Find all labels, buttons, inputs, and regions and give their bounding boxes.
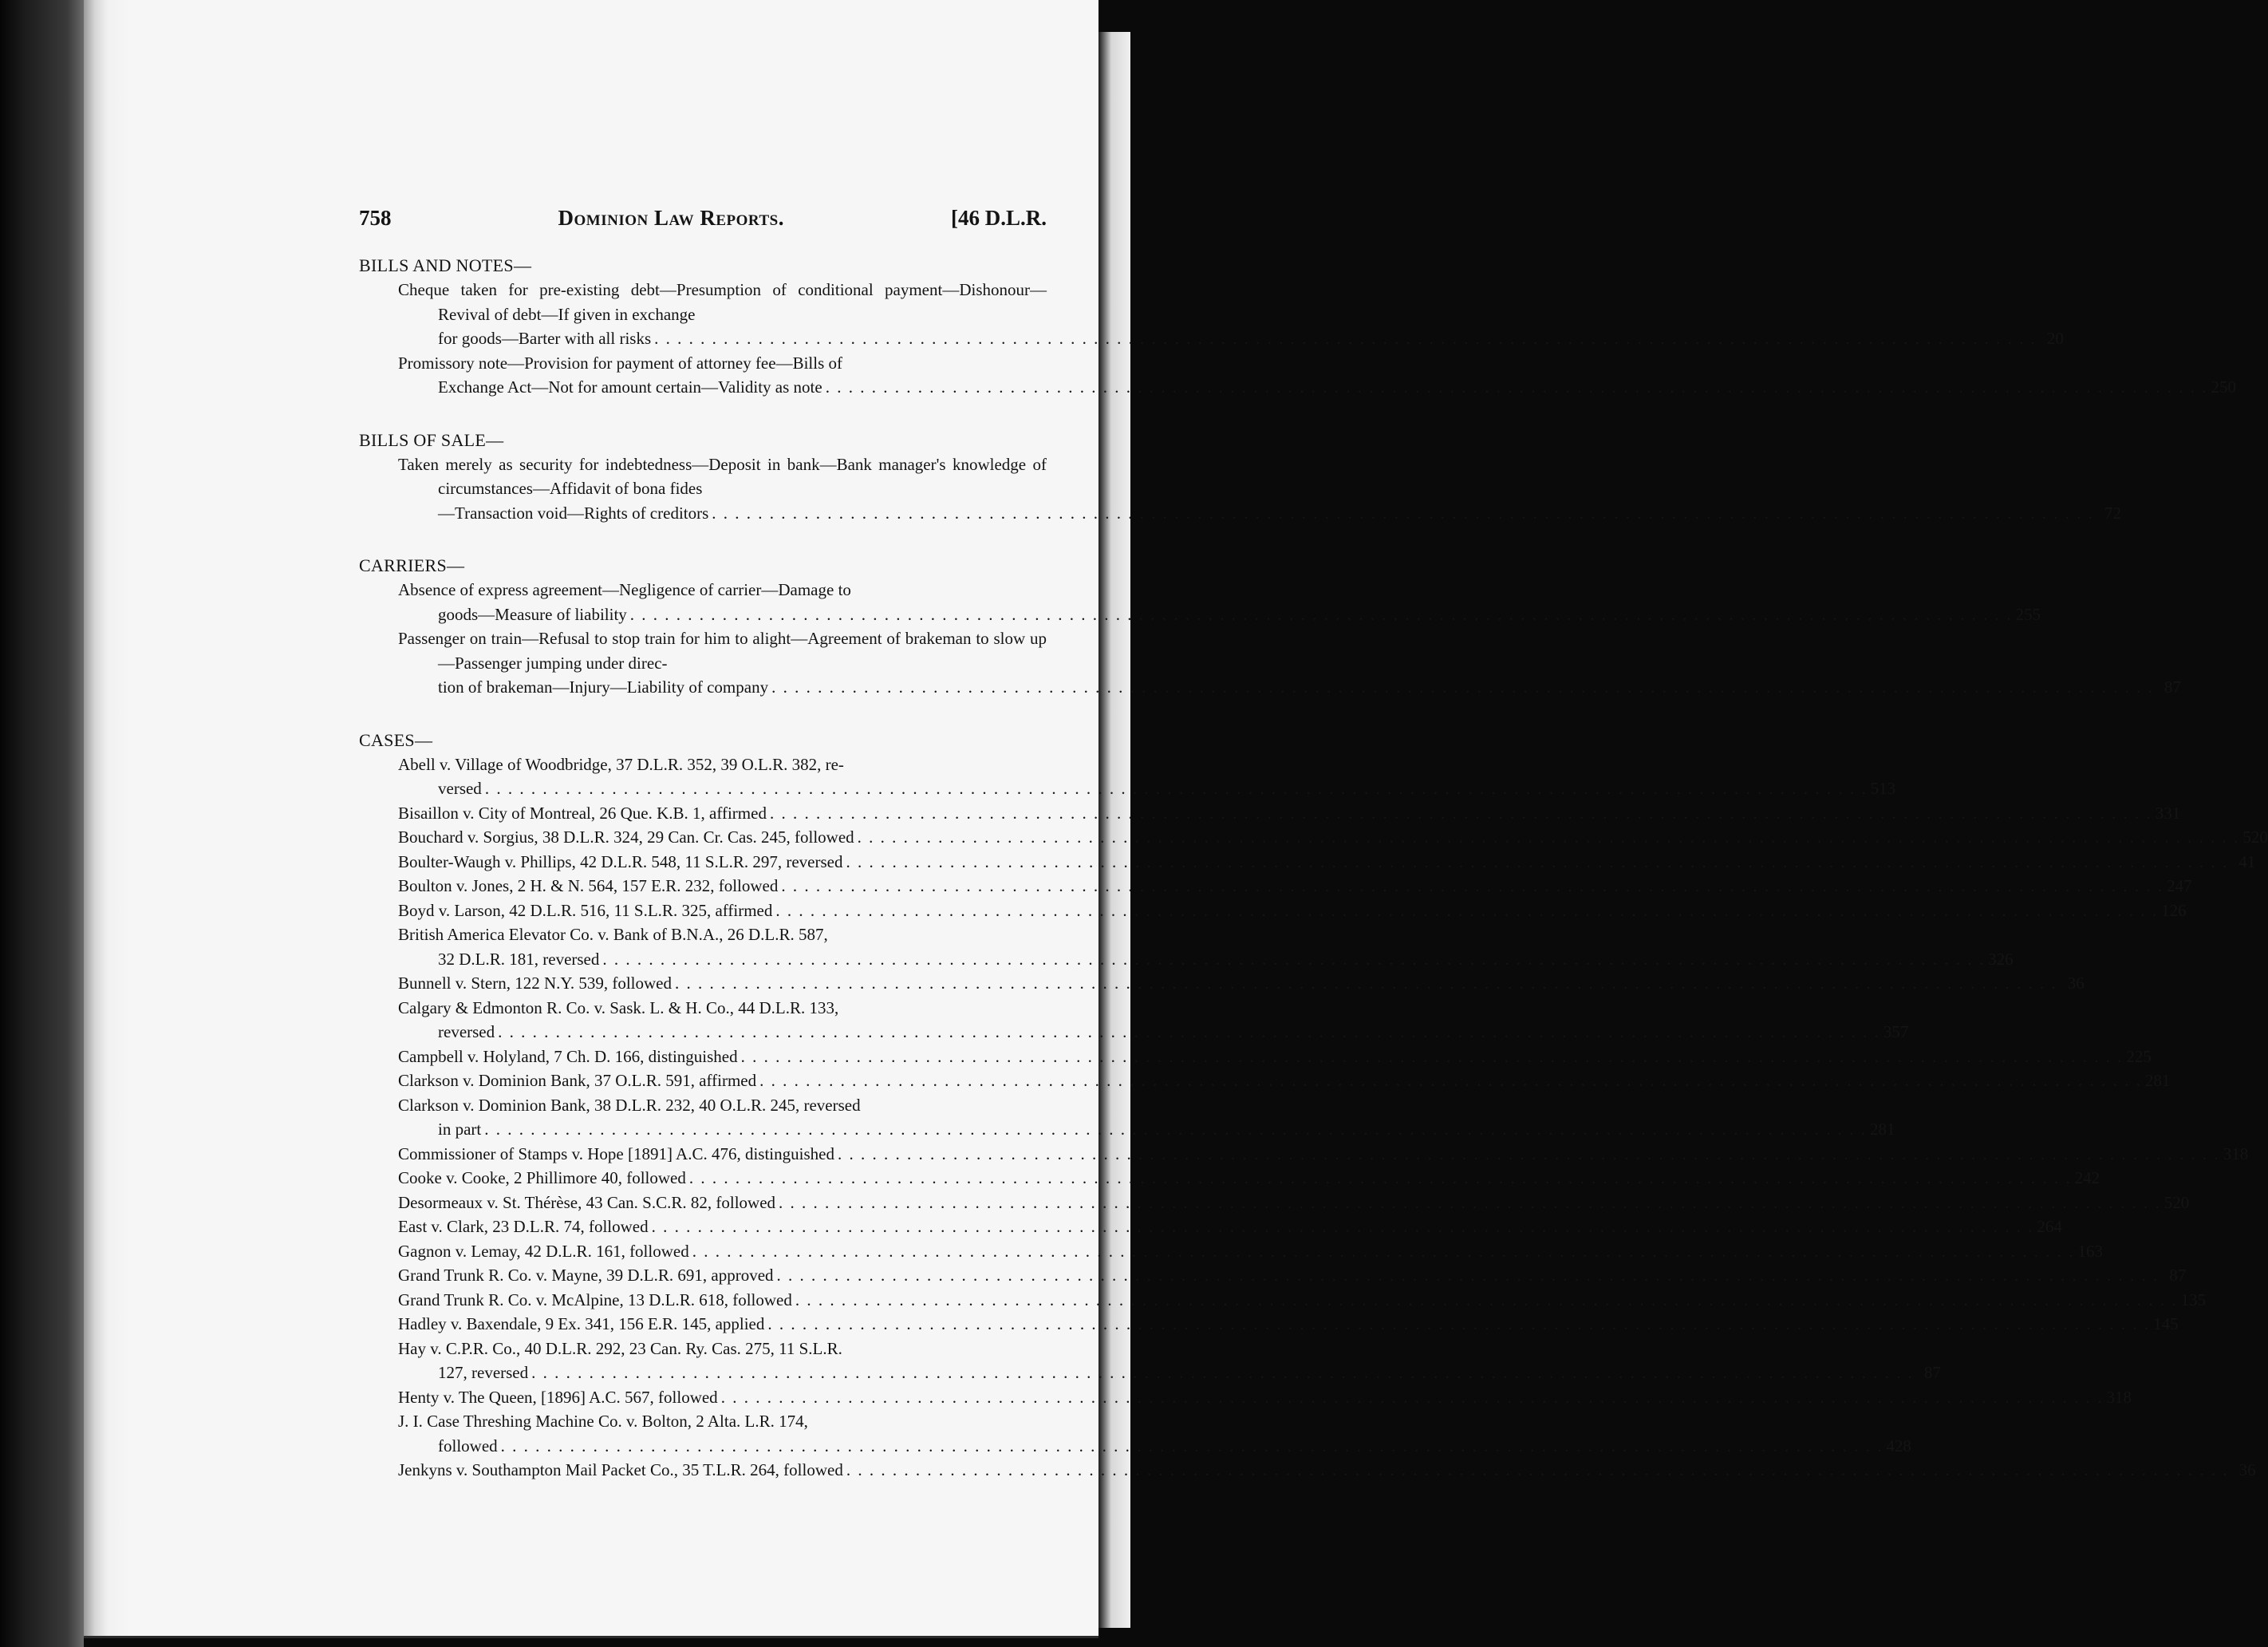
dot-leader: . . . . . . . . . . . . . . . . . . . . . . . . . . . . . . . . . . . . . . . . . . . . . . . . . . . . . . . . . . . . . . . . . . . . . . . . . . . . . . . . . . . . . . . . . . . . . . . . . . . . . . . . . . . . . . . . . . . . . . . . [825,377,2208,397]
entry-text: Bouchard v. Sorgius, 38 D.L.R. 324, 29 Can. Cr. Cas. 245, followed [398,827,854,847]
section-heading: BILLS OF SALE— [359,429,504,450]
entry-text: Boulton v. Jones, 2 H. & N. 564, 157 E.R. 232, followed [398,876,779,895]
entry-page: 135 [2180,1290,2207,1309]
index-entry [359,278,2064,351]
entry-tail-text: versed [438,779,482,798]
entry-text: Clarkson v. Dominion Bank, 37 O.L.R. 591, affirmed [398,1071,757,1090]
entry-tail-text: tion of brakeman—Injury—Liability of company [438,677,769,697]
entry-text: British America Elevator Co. v. Bank of B.N.A., 26 D.L.R. 587, [398,925,828,944]
index-entry [359,922,2014,971]
index-entry [359,1142,2249,1167]
entry-text: Abell v. Village of Woodbridge, 37 D.L.R. 352, 39 O.L.R. 382, re- [398,754,844,774]
entry-page: 281 [2144,1071,2171,1090]
entry-text: Boulter-Waugh v. Phillips, 42 D.L.R. 548, 11 S.L.R. 297, reversed [398,851,843,871]
entry-text: Bunnell v. Stern, 122 N.Y. 539, followed [398,974,672,993]
index-section [359,429,2122,526]
index-entry [359,1263,2187,1288]
running-header [359,206,1047,238]
entry-continuation [438,1361,1941,1385]
index-entry [359,899,2187,923]
dot-leader: . . . . . . . . . . . . . . . . . . . . . . . . . . . . . . . . . . . . . . . . . . . . . . . . . . . . . . . . . . . . . . . . . . . . . . . . . . . . . . . . . . . . . . . . . . . . . . . . . . . . . . . . . . . . . . . . . . . . . . . . [779,1192,2161,1212]
entry-tail-text: —Transaction void—Rights of creditors [438,503,709,523]
entry-page: 145 [2153,1314,2179,1333]
entry-text: Boyd v. Larson, 42 D.L.R. 516, 11 S.L.R. 325, affirmed [398,900,773,920]
index-entry [359,874,2192,899]
entry-page: 250 [2211,377,2236,397]
entry-page: 20 [2046,329,2064,348]
dot-leader: . . . . . . . . . . . . . . . . . . . . . . . . . . . . . . . . . . . . . . . . . . . . . . . . . . . . . . . . . . . . . . . . . . . . . . . . . . . . . . . . . . . . . . . . . . . . . . . . . . . . . . . . . . . . . . . . . . . . . . . . [776,1266,2160,1285]
dot-leader: . . . . . . . . . . . . . . . . . . . . . . . . . . . . . . . . . . . . . . . . . . . . . . . . . . . . . . . . . . . . . . . . . . . . . . . . . . . . . . . . . . . . . . . . . . . . . . . . . . . . . . . . . . . . . . . . . . . . . . . . [857,827,2240,847]
dot-leader: . . . . . . . . . . . . . . . . . . . . . . . . . . . . . . . . . . . . . . . . . . . . . . . . . . . . . . . . . . . . . . . . . . . . . . . . . . . . . . . . . . . . . . . . . . . . . . . . . . . . . . . . . . . . . . . . . . . . . . . . [602,949,1986,969]
index-entry [359,1166,2100,1191]
publication-title: Dominion Law Reports. [558,206,784,230]
entry-page: 163 [2077,1241,2103,1261]
entry-tail-text: Exchange Act—Not for amount certain—Validity as note [438,377,822,397]
entry-page: 72 [2104,503,2122,523]
entry-tail-text: 32 D.L.R. 181, reversed [438,949,600,969]
dot-leader: . . . . . . . . . . . . . . . . . . . . . . . . . . . . . . . . . . . . . . . . . . . . . . . . . . . . . . . . . . . . . . . . . . . . . . . . . . . . . . . . . . . . . . . . . . . . . . . . . . . . . . . . . . . . . . . . . . . . . . . . [688,1168,2072,1187]
dot-leader: . . . . . . . . . . . . . . . . . . . . . . . . . . . . . . . . . . . . . . . . . . . . . . . . . . . . . . . . . . . . . . . . . . . . . . . . . . . . . . . . . . . . . . . . . . . . . . . . . . . . . . . . . . . . . . . . . . . . . . . . [692,1241,2075,1261]
index-entry [359,1312,2179,1337]
entry-continuation [438,501,2122,526]
entry-page: 318 [2106,1387,2132,1407]
index-entry [359,1191,2190,1215]
dot-leader: . . . . . . . . . . . . . . . . . . . . . . . . . . . . . . . . . . . . . . . . . . . . . . . . . . . . . . . . . . . . . . . . . . . . . . . . . . . . . . . . . . . . . . . . . . . . . . . . . . . . . . . . . . . . . . . . . . . . . . . . [651,1217,2034,1236]
index-entry [359,1409,1911,1458]
entry-page: 264 [2037,1217,2062,1236]
dot-leader: . . . . . . . . . . . . . . . . . . . . . . . . . . . . . . . . . . . . . . . . . . . . . . . . . . . . . . . . . . . . . . . . . . . . . . . . . . . . . . . . . . . . . . . . . . . . . . . . . . . . . . . . . . . . . . . . . . . . . . . . [500,1436,1883,1455]
entry-text: Henty v. The Queen, [1896] A.C. 567, followed [398,1387,718,1407]
entry-page: 87 [2169,1266,2187,1285]
entry-continuation [438,1020,1909,1045]
entry-text: Bisaillon v. City of Montreal, 26 Que. K.B. 1, affirmed [398,803,767,823]
entry-page: 36 [2238,1460,2256,1479]
entry-page: 331 [2155,803,2181,823]
dot-leader: . . . . . . . . . . . . . . . . . . . . . . . . . . . . . . . . . . . . . . . . . . . . . . . . . . . . . . . . . . . . . . . . . . . . . . . . . . . . . . . . . . . . . . . . . . . . . . . . . . . . . . . . . . . . . . . . . . . . . . . . [712,503,2095,523]
index-entry [359,1215,2062,1239]
entry-text: Clarkson v. Dominion Bank, 38 D.L.R. 232, 40 O.L.R. 245, reversed [398,1095,861,1115]
dot-leader: . . . . . . . . . . . . . . . . . . . . . . . . . . . . . . . . . . . . . . . . . . . . . . . . . . . . . . . . . . . . . . . . . . . . . . . . . . . . . . . . . . . . . . . . . . . . . . . . . . . . . . . . . . . . . . . . . . . . . . . . [498,1022,1880,1041]
dot-leader: . . . . . . . . . . . . . . . . . . . . . . . . . . . . . . . . . . . . . . . . . . . . . . . . . . . . . . . . . . . . . . . . . . . . . . . . . . . . . . . . . . . . . . . . . . . . . . . . . . . . . . . . . . . . . . . . . . . . . . . . [775,900,2159,920]
index-entry [359,801,2181,826]
entry-text: Grand Trunk R. Co. v. McAlpine, 13 D.L.R. 618, followed [398,1290,792,1309]
index-entry [359,996,1909,1045]
entry-page: 357 [1883,1022,1909,1041]
entry-continuation [438,675,2181,700]
index-entry [359,825,2268,850]
index-entry [359,1045,2152,1069]
index-entry [359,1068,2171,1093]
page-number: 758 [359,206,392,230]
entry-text: Taken merely as security for indebtedness—Deposit in bank—Bank manager's knowledge of circumstances—Affidavit of bona fides [398,454,1047,498]
entry-page: 242 [2074,1168,2100,1187]
index-entry [359,1337,1941,1385]
entry-tail-text: goods—Measure of liability [438,604,627,624]
index-entry [359,351,2236,400]
page-content [359,206,2268,1483]
entry-text: East v. Clark, 23 D.L.R. 74, followed [398,1217,649,1236]
dot-leader: . . . . . . . . . . . . . . . . . . . . . . . . . . . . . . . . . . . . . . . . . . . . . . . . . . . . . . . . . . . . . . . . . . . . . . . . . . . . . . . . . . . . . . . . . . . . . . . . . . . . . . . . . . . . . . . . . . . . . . . . [629,604,2013,624]
dot-leader: . . . . . . . . . . . . . . . . . . . . . . . . . . . . . . . . . . . . . . . . . . . . . . . . . . . . . . . . . . . . . . . . . . . . . . . . . . . . . . . . . . . . . . . . . . . . . . . . . . . . . . . . . . . . . . . . . . . . . . . . [837,1143,2220,1163]
dot-leader: . . . . . . . . . . . . . . . . . . . . . . . . . . . . . . . . . . . . . . . . . . . . . . . . . . . . . . . . . . . . . . . . . . . . . . . . . . . . . . . . . . . . . . . . . . . . . . . . . . . . . . . . . . . . . . . . . . . . . . . . [767,1314,2151,1333]
entry-page: 326 [1988,949,2014,969]
entry-continuation [438,375,2236,400]
entry-page: 126 [2161,900,2187,920]
entry-continuation [438,1117,1895,1142]
index-entry [359,1239,2103,1264]
index-section [359,255,2236,400]
index-sections [359,255,2268,1483]
entry-continuation [438,776,1896,801]
entry-continuation [438,602,2041,627]
index-entry [359,971,2085,996]
entry-page: 520 [2163,1192,2190,1212]
entry-continuation [438,326,2064,351]
entry-text: Absence of express agreement—Negligence of carrier—Damage to [398,580,851,599]
entry-text: Gagnon v. Lemay, 42 D.L.R. 161, followed [398,1241,689,1261]
index-entry [359,452,2122,526]
dot-leader: . . . . . . . . . . . . . . . . . . . . . . . . . . . . . . . . . . . . . . . . . . . . . . . . . . . . . . . . . . . . . . . . . . . . . . . . . . . . . . . . . . . . . . . . . . . . . . . . . . . . . . . . . . . . . . . . . . . . . . . . [795,1290,2178,1309]
book-page [84,0,2268,1638]
dot-leader: . . . . . . . . . . . . . . . . . . . . . . . . . . . . . . . . . . . . . . . . . . . . . . . . . . . . . . . . . . . . . . . . . . . . . . . . . . . . . . . . . . . . . . . . . . . . . . . . . . . . . . . . . . . . . . . . . . . . . . . . [769,803,2152,823]
entry-page: 513 [1870,779,1896,798]
dot-leader: . . . . . . . . . . . . . . . . . . . . . . . . . . . . . . . . . . . . . . . . . . . . . . . . . . . . . . . . . . . . . . . . . . . . . . . . . . . . . . . . . . . . . . . . . . . . . . . . . . . . . . . . . . . . . . . . . . . . . . . . [484,1120,1867,1139]
entry-page: 247 [2167,876,2192,895]
index-entry [359,1385,2132,1410]
entry-page: 87 [2163,677,2181,697]
entry-page: 428 [1886,1436,1911,1455]
book-spine [0,0,84,1647]
index-entry [359,1458,2256,1483]
entry-text: Hadley v. Baxendale, 9 Ex. 341, 156 E.R. 145, applied [398,1314,765,1333]
entry-page: 255 [2015,604,2041,624]
dot-leader: . . . . . . . . . . . . . . . . . . . . . . . . . . . . . . . . . . . . . . . . . . . . . . . . . . . . . . . . . . . . . . . . . . . . . . . . . . . . . . . . . . . . . . . . . . . . . . . . . . . . . . . . . . . . . . . . . . . . . . . . [720,1387,2104,1407]
index-entry [359,578,2041,626]
dot-leader: . . . . . . . . . . . . . . . . . . . . . . . . . . . . . . . . . . . . . . . . . . . . . . . . . . . . . . . . . . . . . . . . . . . . . . . . . . . . . . . . . . . . . . . . . . . . . . . . . . . . . . . . . . . . . . . . . . . . . . . . [846,1460,2229,1479]
section-heading: BILLS AND NOTES— [359,255,532,275]
section-heading: CASES— [359,729,433,750]
entry-text: Hay v. C.P.R. Co., 40 D.L.R. 292, 23 Can. Ry. Cas. 275, 11 S.L.R. [398,1338,842,1358]
index-entry [359,626,2181,700]
entry-tail-text: 127, reversed [438,1363,529,1382]
index-entry [359,1288,2207,1313]
index-entry [359,1093,1895,1142]
entry-text: Desormeaux v. St. Thérèse, 43 Can. S.C.R. 82, followed [398,1192,776,1212]
dot-leader: . . . . . . . . . . . . . . . . . . . . . . . . . . . . . . . . . . . . . . . . . . . . . . . . . . . . . . . . . . . . . . . . . . . . . . . . . . . . . . . . . . . . . . . . . . . . . . . . . . . . . . . . . . . . . . . . . . . . . . . . [484,779,1868,798]
entry-text: Campbell v. Holyland, 7 Ch. D. 166, distinguished [398,1046,738,1066]
entry-text: Jenkyns v. Southampton Mail Packet Co., 35 T.L.R. 264, followed [398,1460,843,1479]
entry-tail-text: followed [438,1436,498,1455]
entry-text: Commissioner of Stamps v. Hope [1891] A.C. 476, distinguished [398,1143,834,1163]
entry-text: Cheque taken for pre-existing debt—Presumption of conditional payment—Dishonour—Revival of debt—If given in exchange [398,280,1047,324]
entry-page: 225 [2126,1046,2152,1066]
entry-text: Promissory note—Provision for payment of attorney fee—Bills of [398,353,843,373]
volume-label: [46 D.L.R. [950,206,1047,230]
entry-continuation [438,947,2014,972]
dot-leader: . . . . . . . . . . . . . . . . . . . . . . . . . . . . . . . . . . . . . . . . . . . . . . . . . . . . . . . . . . . . . . . . . . . . . . . . . . . . . . . . . . . . . . . . . . . . . . . . . . . . . . . . . . . . . . . . . . . . . . . . [674,974,2057,993]
entry-text: Passenger on train—Refusal to stop train for him to alight—Agreement of brakeman to slow up—Passenger jumping under direc- [398,629,1047,673]
entry-page: 281 [1869,1120,1895,1139]
index-section [359,555,2181,700]
entry-tail-text: for goods—Barter with all risks [438,329,652,348]
entry-page: 41 [2238,851,2256,871]
entry-page: 520 [2242,827,2268,847]
dot-leader: . . . . . . . . . . . . . . . . . . . . . . . . . . . . . . . . . . . . . . . . . . . . . . . . . . . . . . . . . . . . . . . . . . . . . . . . . . . . . . . . . . . . . . . . . . . . . . . . . . . . . . . . . . . . . . . . . . . . . . . . [759,1071,2142,1090]
entry-text: Cooke v. Cooke, 2 Phillimore 40, followed [398,1168,686,1187]
entry-page: 318 [2223,1143,2249,1163]
dot-leader: . . . . . . . . . . . . . . . . . . . . . . . . . . . . . . . . . . . . . . . . . . . . . . . . . . . . . . . . . . . . . . . . . . . . . . . . . . . . . . . . . . . . . . . . . . . . . . . . . . . . . . . . . . . . . . . . . . . . . . . . [654,329,2037,348]
dot-leader: . . . . . . . . . . . . . . . . . . . . . . . . . . . . . . . . . . . . . . . . . . . . . . . . . . . . . . . . . . . . . . . . . . . . . . . . . . . . . . . . . . . . . . . . . . . . . . . . . . . . . . . . . . . . . . . . . . . . . . . . [740,1046,2124,1066]
entry-tail-text: reversed [438,1022,495,1041]
index-section [359,729,2268,1483]
index-entry [359,752,1896,801]
dot-leader: . . . . . . . . . . . . . . . . . . . . . . . . . . . . . . . . . . . . . . . . . . . . . . . . . . . . . . . . . . . . . . . . . . . . . . . . . . . . . . . . . . . . . . . . . . . . . . . . . . . . . . . . . . . . . . . . . . . . . . . . [771,677,2154,697]
entry-text: Calgary & Edmonton R. Co. v. Sask. L. & H. Co., 44 D.L.R. 133, [398,997,839,1017]
section-heading: CARRIERS— [359,555,465,575]
entry-page: 36 [2067,974,2085,993]
entry-text: J. I. Case Threshing Machine Co. v. Bolton, 2 Alta. L.R. 174, [398,1412,808,1431]
entry-continuation [438,1434,1911,1459]
entry-page: 87 [1923,1363,1941,1382]
dot-leader: . . . . . . . . . . . . . . . . . . . . . . . . . . . . . . . . . . . . . . . . . . . . . . . . . . . . . . . . . . . . . . . . . . . . . . . . . . . . . . . . . . . . . . . . . . . . . . . . . . . . . . . . . . . . . . . . . . . . . . . . [531,1363,1914,1382]
dot-leader: . . . . . . . . . . . . . . . . . . . . . . . . . . . . . . . . . . . . . . . . . . . . . . . . . . . . . . . . . . . . . . . . . . . . . . . . . . . . . . . . . . . . . . . . . . . . . . . . . . . . . . . . . . . . . . . . . . . . . . . . [781,876,2164,895]
index-entry [359,850,2256,875]
entry-text: Grand Trunk R. Co. v. Mayne, 39 D.L.R. 691, approved [398,1266,774,1285]
dot-leader: . . . . . . . . . . . . . . . . . . . . . . . . . . . . . . . . . . . . . . . . . . . . . . . . . . . . . . . . . . . . . . . . . . . . . . . . . . . . . . . . . . . . . . . . . . . . . . . . . . . . . . . . . . . . . . . . . . . . . . . . [846,851,2229,871]
entry-tail-text: in part [438,1120,482,1139]
